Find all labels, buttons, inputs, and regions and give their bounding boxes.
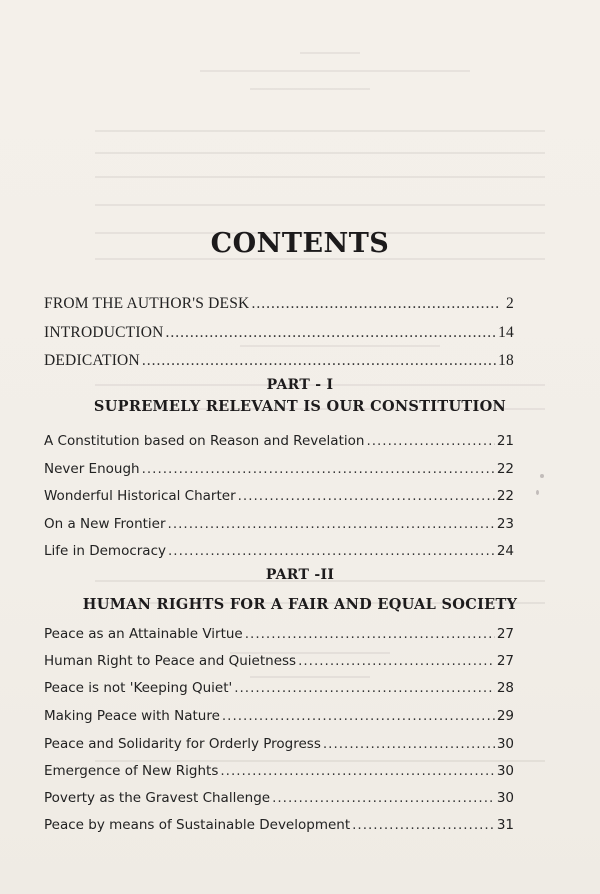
toc-entry[interactable]	[44, 540, 514, 562]
toc-entry-title: Wonderful Historical Charter	[44, 488, 236, 504]
toc-entry[interactable]	[44, 760, 514, 782]
toc-entry[interactable]	[44, 513, 514, 535]
page-title: CONTENTS	[210, 228, 390, 259]
toc-entry-page: 21	[496, 433, 514, 449]
toc-entry-title: Making Peace with Nature	[44, 708, 220, 724]
part-heading: HUMAN RIGHTS FOR A FAIR AND EQUAL SOCIETY	[82, 596, 518, 613]
toc-leader-dots	[220, 760, 494, 782]
toc-leader-dots	[272, 787, 495, 809]
toc-leader-dots	[245, 623, 495, 645]
toc-entry[interactable]	[44, 623, 514, 645]
toc-entry-title: Human Right to Peace and Quietness	[44, 653, 297, 669]
toc-entry[interactable]	[44, 787, 514, 809]
toc-leader-dots	[222, 705, 495, 727]
toc-leader-dots	[298, 650, 495, 672]
toc-entry-page: 23	[496, 516, 514, 532]
toc-entry[interactable]	[44, 458, 514, 480]
toc-entry-title: Life in Democracy	[44, 543, 166, 559]
toc-entry[interactable]	[44, 733, 514, 755]
toc-leader-dots	[251, 293, 500, 315]
toc-leader-dots	[142, 458, 495, 480]
toc-entry-page: 24	[496, 543, 514, 559]
toc-leader-dots	[234, 677, 495, 699]
toc-entry[interactable]	[44, 814, 514, 836]
toc-entry-page: 30	[496, 736, 514, 752]
toc-entry-title: INTRODUCTION	[44, 324, 164, 341]
toc-entry-title: Peace as an Attainable Virtue	[44, 626, 243, 642]
toc-entry-title: FROM THE AUTHOR'S DESK	[44, 295, 250, 312]
toc-entry-title: Poverty as the Gravest Challenge	[44, 790, 271, 806]
toc-entry-page: 27	[496, 653, 514, 669]
toc-leader-dots	[168, 513, 495, 535]
toc-entry[interactable]	[44, 293, 514, 315]
toc-entry-page: 22	[496, 461, 514, 477]
toc-entry-page: 30	[496, 763, 514, 779]
toc-entry-title: A Constitution based on Reason and Revelation	[44, 433, 365, 449]
toc-entry[interactable]	[44, 322, 514, 344]
toc-entry[interactable]	[44, 430, 514, 452]
part-label: PART - I	[266, 377, 334, 393]
toc-entry-page: 31	[496, 817, 514, 833]
toc-entry-title: Emergence of New Rights	[44, 763, 219, 779]
paper-speck	[536, 490, 539, 495]
toc-entry-page: 22	[496, 488, 514, 504]
toc-entry-title: Never Enough	[44, 461, 140, 477]
toc-entry-title: DEDICATION	[44, 352, 140, 369]
part-label: PART -II	[265, 567, 335, 583]
toc-leader-dots	[323, 733, 495, 755]
toc-leader-dots	[166, 322, 497, 344]
toc-leader-dots	[366, 430, 494, 452]
toc-entry-page: 28	[496, 680, 514, 696]
toc-entry[interactable]	[44, 485, 514, 507]
toc-entry-page: 27	[496, 626, 514, 642]
toc-entry-title: On a New Frontier	[44, 516, 166, 532]
toc-leader-dots	[142, 350, 496, 372]
toc-entry-page: 18	[498, 352, 514, 369]
toc-entry-page: 14	[498, 324, 514, 341]
part-heading: SUPREMELY RELEVANT IS OUR CONSTITUTION	[93, 398, 507, 415]
toc-entry[interactable]	[44, 705, 514, 727]
paper-speck	[540, 474, 544, 478]
toc-entry-page: 2	[506, 295, 514, 312]
toc-leader-dots	[168, 540, 495, 562]
toc-entry-page: 30	[496, 790, 514, 806]
toc-entry-title: Peace and Solidarity for Orderly Progress	[44, 736, 321, 752]
toc-entry-title: Peace by means of Sustainable Development	[44, 817, 351, 833]
toc-entry[interactable]	[44, 350, 514, 372]
toc-entry-title: Peace is not 'Keeping Quiet'	[44, 680, 233, 696]
toc-leader-dots	[352, 814, 495, 836]
toc-entry[interactable]	[44, 677, 514, 699]
toc-entry[interactable]	[44, 650, 514, 672]
toc-entry-page: 29	[496, 708, 514, 724]
toc-leader-dots	[238, 485, 495, 507]
